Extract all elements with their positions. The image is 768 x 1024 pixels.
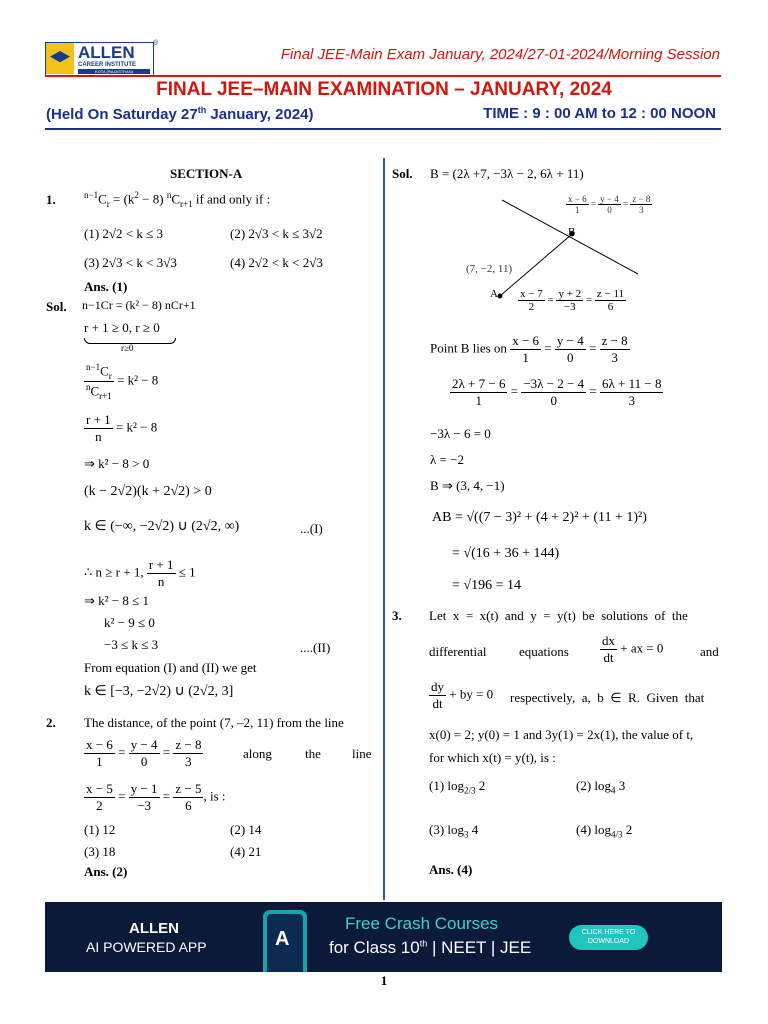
sol1-underbrace-label: r≥0	[121, 343, 134, 353]
q3-option-2: (2) $\log_4 3$	[576, 778, 626, 796]
q2-text: The distance, of the point (7, –2, 11) from the line	[84, 715, 344, 730]
fig-label-b: B	[568, 226, 576, 238]
logo-name: ALLEN	[78, 43, 135, 62]
promo-banner[interactable]	[45, 902, 722, 972]
q3-line-1: Let x = x(t) and y = y(t) be solutions of the	[429, 608, 688, 623]
q3-option-1: (1) $\log_{2/3} 2$	[429, 778, 486, 796]
q3-answer: Ans. (4)	[429, 862, 473, 877]
point-b-param: B = (2λ +7, −3λ − 2, 6λ + 11)	[430, 166, 584, 181]
q1-option-2: (2) 2√3 < k ≤ 3√2	[230, 226, 323, 241]
exam-time: TIME : 9 : 00 AM to 12 : 00 NOON	[483, 105, 716, 122]
page-title: FINAL JEE–MAIN EXAMINATION – JANUARY, 2024	[156, 79, 612, 100]
q3-line-3: respectively, a, b ∈ R. Given that	[510, 690, 705, 705]
session-info: Final JEE-Main Exam January, 2024/27-01-2024/Morning Session	[280, 46, 720, 63]
fig-label-a: A	[490, 288, 498, 300]
q3-equation-y: $\frac{dy}{dt}$ + by = 0	[431, 679, 494, 711]
banner-brand: ALLEN	[129, 920, 179, 937]
column-divider	[383, 158, 385, 900]
q1-option-1: (1) 2√2 < k ≤ 3	[84, 226, 164, 241]
header-divider-red	[45, 75, 721, 77]
q2-word-the: the	[305, 746, 321, 761]
q2-option-2: (2) 14	[230, 822, 262, 837]
logo-strip: KOTA (RAJASTHAN)	[78, 69, 150, 74]
section-heading: SECTION-A	[170, 166, 243, 181]
q2-option-3: (3) 18	[84, 844, 116, 859]
banner-subline: for Class 10th | NEET | JEE	[329, 938, 532, 957]
registered-mark: ®	[153, 40, 159, 47]
header-divider-blue	[45, 128, 721, 130]
q2-line-1: $\frac{x - 6}{1}$ = $\frac{y - 4}{0}$ = $\frac{z - 8}{3}$	[86, 737, 202, 769]
point-a-dot	[498, 294, 503, 299]
banner-headline: Free Crash Courses	[345, 914, 499, 933]
q2-answer: Ans. (2)	[84, 864, 128, 879]
sol1-step5: ⇒ k² − 8 > 0	[84, 456, 150, 471]
q1-number: 1.	[46, 192, 56, 207]
app-logo-letter: A	[275, 928, 290, 950]
q3-word-differential: differential	[429, 644, 487, 659]
q1-statement: $^{n-1}C_r = (k^2 - 8)$ $^nC_{r+1}$ if and only if :	[84, 190, 271, 209]
fig-line-1: $\frac{x - 6}{1}$ = $\frac{y - 4}{0}$ = $\frac{z - 8}{3}$	[568, 194, 651, 215]
q3-option-4: (4) $\log_{4/3} 2$	[576, 822, 633, 840]
sol1-step7: k ∈ (−∞, −2√2) ∪ (2√2, ∞)	[84, 519, 240, 534]
held-date: (Held On Saturday 27th January, 2024)	[46, 105, 314, 123]
sol1-step2: r + 1 ≥ 0, r ≥ 0	[84, 320, 160, 335]
q2-option-1: (1) 12	[84, 822, 116, 837]
sol1-step8: ∴ n ≥ r + 1, $\frac{r + 1}{n}$ ≤ 1	[84, 557, 196, 589]
q3-number: 3.	[392, 608, 402, 623]
q1-solution-label: Sol.	[46, 299, 67, 314]
sol1-tag-2: ....(II)	[300, 640, 331, 655]
sol1-tag-1: ...(I)	[300, 521, 323, 536]
q1-answer: Ans. (1)	[84, 279, 128, 294]
q1-option-4: (4) 2√2 < k < 2√3	[230, 255, 323, 270]
sol2-step7: AB = √((7 − 3)² + (4 + 2)² + (11 + 1)²)	[432, 510, 647, 525]
q3-equation-x: $\frac{dx}{dt}$ + ax = 0	[602, 633, 664, 665]
sol2-lies-on: Point B lies on $\frac{x - 6}{1}$ = $\frac{y - 4}{0}$ = $\frac{z - 8}{3}$	[430, 333, 628, 365]
sol1-step13: k ∈ [−3, −2√2) ∪ (2√2, 3]	[84, 684, 234, 699]
sol2-step9: = √196 = 14	[452, 578, 521, 593]
sol1-step6: (k − 2√2)(k + 2√2) > 0	[84, 484, 212, 499]
q2-line-2: $\frac{x - 5}{2}$ = $\frac{y - 1}{-3}$ = $\frac{z - 5}{6}$ , is :	[86, 781, 226, 813]
download-button[interactable]: CLICK HERE TO DOWNLOAD	[569, 925, 648, 950]
sol2-substitution: $\frac{2\lambda + 7 - 6}{1}$ = $\frac{-3\lambda - 2 - 4}{0}$ = $\frac{6\lambda + 11 - 8}{3}$	[452, 376, 662, 408]
q1-option-3: (3) 2√3 < k < 3√3	[84, 255, 177, 270]
sol2-step5: λ = −2	[430, 452, 464, 467]
phone-icon	[263, 910, 307, 972]
sol2-step4: −3λ − 6 = 0	[430, 426, 491, 441]
sol1-step9: ⇒ k² − 8 ≤ 1	[84, 593, 150, 608]
q3-word-equations: equations	[519, 644, 569, 659]
q2-word-line: line	[352, 746, 372, 761]
sol1-step4: $\frac{r + 1}{n}$ = k² − 8	[86, 412, 158, 444]
q2-solution-label: Sol.	[392, 166, 413, 181]
sol2-step6: B ⇒ (3, 4, −1)	[430, 478, 505, 493]
q2-number: 2.	[46, 715, 56, 730]
banner-app: AI POWERED APP	[86, 939, 207, 955]
allen-logo	[45, 42, 154, 77]
sol1-step12: From equation (I) and (II) we get	[84, 660, 257, 675]
q2-word-along: along	[243, 746, 272, 761]
sol2-step8: = √(16 + 36 + 144)	[452, 546, 560, 561]
sol1-step3: $\frac{^{n-1}C_r}{^nC_{r+1}}$ = k² − 8	[86, 362, 159, 401]
fig-line-2: $\frac{x - 7}{2}$ = $\frac{y + 2}{-3}$ = $\frac{z - 11}{6}$	[520, 288, 625, 313]
page-number: 1	[380, 973, 388, 988]
sol1-step10: k² − 9 ≤ 0	[104, 615, 155, 630]
sol1-step11: −3 ≤ k ≤ 3	[104, 637, 159, 652]
q3-line-4: x(0) = 2; y(0) = 1 and 3y(1) = 2x(1), the value of t,	[429, 727, 694, 742]
q3-word-and: and	[700, 644, 719, 659]
q3-option-3: (3) $\log_3 4$	[429, 822, 479, 840]
sol1-step1: n−1Cr = (k² − 8) nCr+1	[82, 298, 196, 312]
q3-line-5: for which x(t) = y(t), is :	[429, 750, 556, 765]
q2-option-4: (4) 21	[230, 844, 262, 859]
fig-point-label: (7, −2, 11)	[466, 263, 513, 275]
logo-subtitle: CAREER INSTITUTE	[78, 62, 137, 68]
